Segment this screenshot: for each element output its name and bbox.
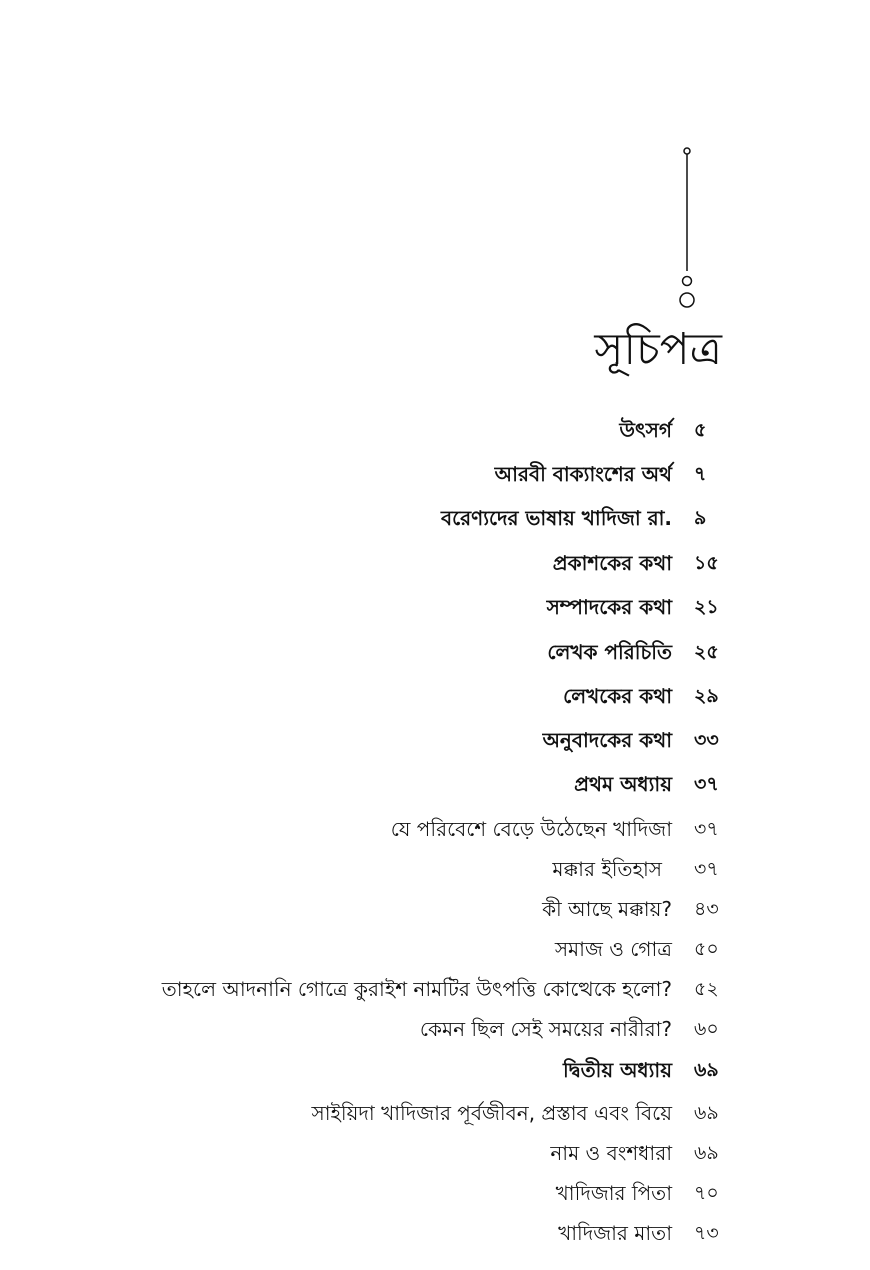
toc-entry-title: খাদিজার মাতা: [558, 1221, 672, 1245]
toc-row[interactable]: [0, 811, 870, 847]
toc-entry-title: খাদিজার পিতা: [555, 1181, 672, 1205]
toc-row[interactable]: [0, 589, 870, 625]
toc-entry-page: ৩৭: [694, 818, 719, 840]
toc-row[interactable]: [0, 766, 870, 802]
toc-entry-title: প্রকাশকের কথা: [552, 551, 672, 575]
toc-entry-title: সম্পাদকের কথা: [546, 595, 672, 619]
toc-row[interactable]: [0, 1095, 870, 1131]
toc-entry-title: প্রথম অধ্যায়: [574, 772, 672, 796]
page-title: সূচিপত্র: [594, 324, 722, 375]
toc-row[interactable]: [0, 634, 870, 670]
toc-entry-title: তাহলে আদনানি গোত্রে কুরাইশ নামটির উৎপত্তি কোত্থেকে হলো?: [161, 977, 672, 1001]
toc-entry-title: যে পরিবেশে বেড়ে উঠেছেন খাদিজা: [390, 817, 672, 841]
toc-row[interactable]: [0, 971, 870, 1007]
toc-entry-page: ৯: [694, 507, 707, 529]
toc-entry-page: ৪৩: [694, 898, 719, 920]
toc-entry-title: লেখক পরিচিতি: [547, 640, 672, 664]
toc-entry-page: ২৫: [694, 641, 719, 663]
toc-entry-page: ৫২: [694, 978, 719, 1000]
toc-row[interactable]: [0, 1215, 870, 1251]
toc-entry-page: ৬৯: [694, 1059, 719, 1081]
toc-entry-title: মক্কার ইতিহাস: [552, 857, 662, 881]
toc-entry-page: ৬৯: [694, 1102, 719, 1124]
toc-row[interactable]: [0, 500, 870, 536]
toc-entry-title: সমাজ ও গোত্র: [554, 937, 672, 961]
toc-entry-page: ১৫: [694, 552, 719, 574]
toc-row[interactable]: [0, 1175, 870, 1211]
toc-row[interactable]: [0, 851, 870, 887]
toc-row[interactable]: [0, 678, 870, 714]
toc-entry-page: ৭: [694, 463, 707, 485]
toc-entry-page: ৫: [694, 419, 707, 441]
toc-entry-page: ৫০: [694, 938, 719, 960]
toc-entry-title: দ্বিতীয় অধ্যায়: [563, 1058, 672, 1082]
toc-entry-title: নাম ও বংশধারা: [550, 1141, 672, 1165]
toc-entry-page: ৭৩: [694, 1222, 719, 1244]
toc-entry-page: ৩৩: [694, 729, 719, 751]
toc-entry-title: বরেণ্যদের ভাষায় খাদিজা রা.: [440, 506, 672, 530]
toc-row[interactable]: [0, 931, 870, 967]
toc-row[interactable]: [0, 412, 870, 448]
toc-entry-title: আরবী বাক্যাংশের অর্থ: [494, 462, 672, 486]
toc-row[interactable]: [0, 891, 870, 927]
toc-entry-page: ৩৭: [694, 773, 719, 795]
toc-entry-page: ৬০: [694, 1018, 719, 1040]
toc-entry-title: উৎসর্গ: [619, 418, 672, 442]
toc-row[interactable]: [0, 722, 870, 758]
toc-entry-page: ২৯: [694, 685, 719, 707]
toc-row[interactable]: [0, 1052, 870, 1088]
toc-entry-page: ৭০: [694, 1182, 719, 1204]
toc-entry-page: ৬৯: [694, 1142, 719, 1164]
toc-row[interactable]: [0, 456, 870, 492]
toc-entry-page: ২১: [694, 596, 719, 618]
toc-entry-title: লেখকের কথা: [563, 684, 672, 708]
toc-entry-title: কী আছে মক্কায়?: [542, 897, 672, 921]
toc-entry-title: সাইয়িদা খাদিজার পূর্বজীবন, প্রস্তাব এবং বিয়ে: [311, 1101, 672, 1125]
toc-entry-page: ৩৭: [694, 858, 719, 880]
toc-entry-title: অনুবাদকের কথা: [542, 728, 672, 752]
toc-row[interactable]: [0, 1135, 870, 1171]
toc-row[interactable]: [0, 545, 870, 581]
toc-entry-title: কেমন ছিল সেই সময়ের নারীরা?: [419, 1017, 672, 1041]
toc-row[interactable]: [0, 1011, 870, 1047]
